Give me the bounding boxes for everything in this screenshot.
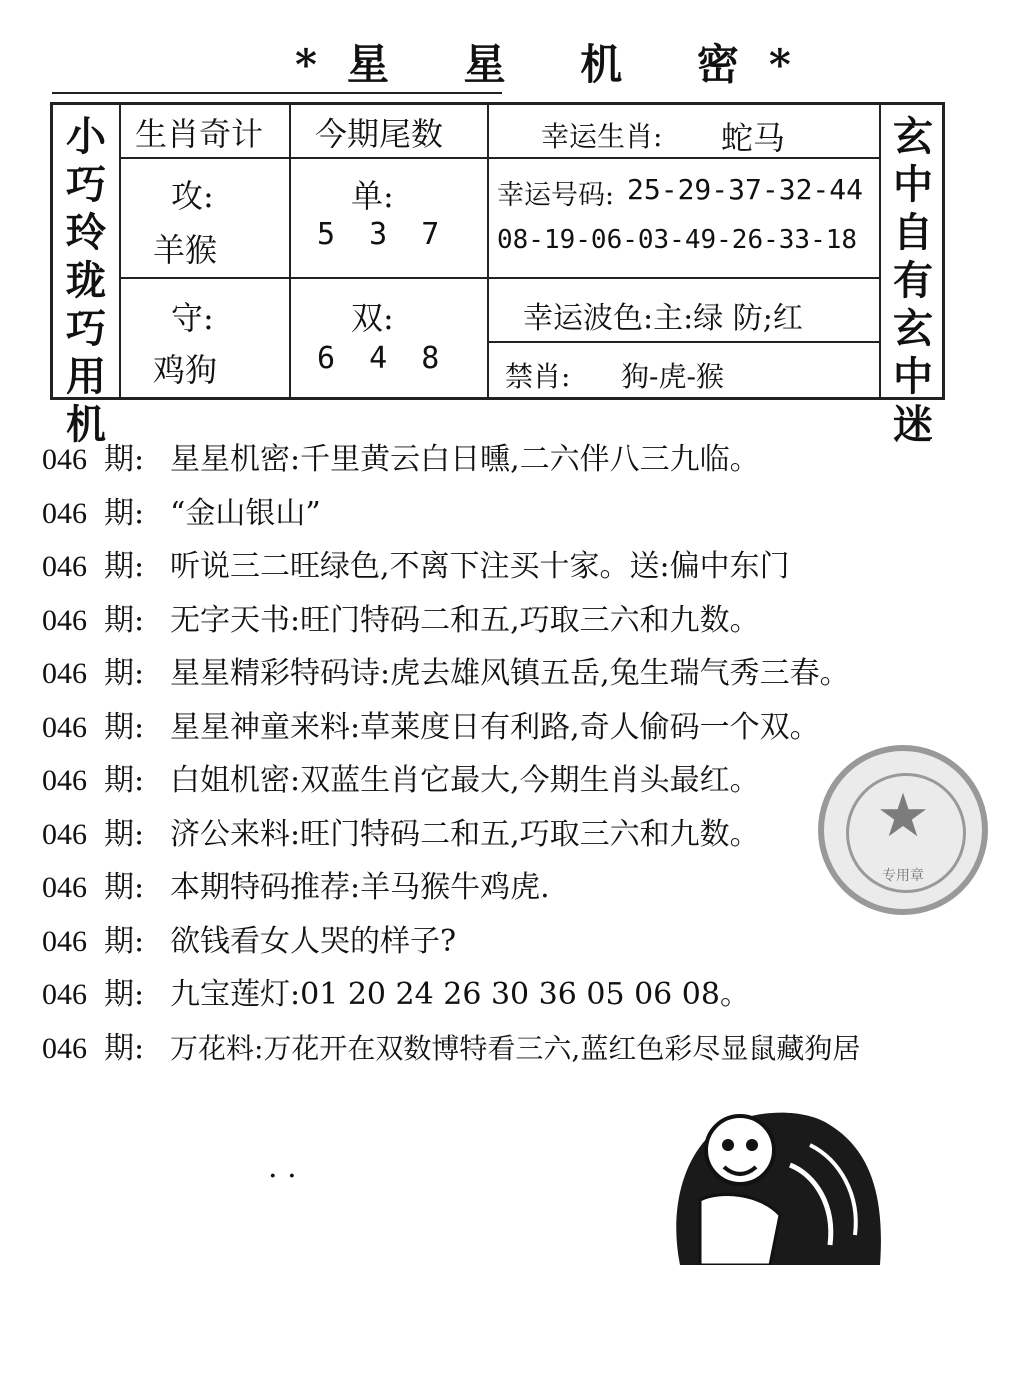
issue-number: 046: [42, 924, 87, 958]
issue-suffix: 期:: [104, 709, 145, 745]
line-text: 九宝莲灯:01 20 24 26 30 36 05 06 08。: [170, 977, 750, 1012]
line-text: “金山银山”: [170, 495, 321, 531]
defend-label: 守:: [171, 299, 214, 337]
issue-suffix: 期:: [104, 495, 145, 531]
page-title: *星 星 机 密*: [295, 40, 821, 89]
issue-suffix: 期:: [104, 870, 145, 905]
issue-suffix: 期:: [104, 923, 145, 959]
list-item: [42, 547, 1022, 601]
seal-text: 专用章: [882, 868, 924, 884]
divider: [119, 105, 121, 397]
list-item: [42, 654, 1022, 708]
divider: [489, 277, 879, 279]
issue-suffix: 期:: [104, 977, 145, 1012]
line-text: 本期特码推荐:羊马猴牛鸡虎.: [170, 870, 550, 905]
line-text: 星星机密:千里黄云白日曛,二六伴八三九临。: [170, 442, 760, 477]
monkey-illustration-icon: [640, 1105, 890, 1265]
issue-suffix: 期:: [104, 1030, 145, 1066]
issue-number: 046: [42, 978, 87, 1011]
issue-number: 046: [42, 496, 87, 530]
issue-suffix: 期:: [104, 549, 145, 584]
zodiac-plan-header: 生肖奇计: [135, 115, 264, 153]
line-text: 听说三二旺绿色,不离下注买十家。送:偏中东门: [170, 549, 790, 584]
attack-label: 攻:: [171, 177, 214, 215]
line-text: 星星神童来料:草莱度日有利路,奇人偷码一个双。: [170, 709, 820, 745]
tail-number-header: 今期尾数: [315, 115, 444, 153]
issue-suffix: 期:: [104, 442, 145, 477]
official-seal: [818, 745, 988, 915]
lucky-zodiac-value: 蛇马: [721, 119, 786, 157]
lucky-numbers-label: 幸运号码:: [497, 180, 615, 211]
double-label: 双:: [351, 299, 394, 337]
divider: [487, 105, 489, 397]
single-label: 单:: [351, 177, 394, 215]
right-side-text: 玄中自有玄中迷: [893, 113, 933, 448]
line-text: 万花料:万花开在双数博特看三六,蓝红色彩尽显鼠藏狗居: [170, 1031, 861, 1065]
list-item: [42, 1029, 1022, 1083]
title-underline: [52, 92, 502, 94]
defend-value: 鸡狗: [153, 351, 218, 389]
single-value: 5 3 7: [317, 217, 448, 252]
attack-value: 羊猴: [153, 231, 218, 269]
issue-suffix: 期:: [104, 816, 145, 852]
issue-number: 046: [42, 817, 87, 851]
issue-suffix: 期:: [104, 656, 145, 691]
issue-number: 046: [42, 1031, 87, 1065]
issue-suffix: 期:: [104, 763, 145, 798]
star-icon: ★: [876, 781, 930, 851]
line-text: 济公来料:旺门特码二和五,巧取三六和九数。: [170, 816, 760, 852]
banned-value: 狗-虎-猴: [621, 360, 724, 393]
lucky-color: 幸运波色:主:绿 防;红: [523, 301, 803, 336]
list-item: [42, 440, 1022, 494]
list-item: [42, 494, 1022, 548]
dots: . .: [268, 1150, 297, 1185]
issue-number: 046: [42, 710, 87, 744]
line-text: 星星精彩特码诗:虎去雄风镇五岳,兔生瑞气秀三春。: [170, 656, 850, 691]
divider: [119, 157, 489, 159]
issue-suffix: 期:: [104, 602, 145, 638]
line-text: 白姐机密:双蓝生肖它最大,今期生肖头最红。: [170, 763, 760, 798]
divider: [879, 105, 881, 397]
list-item: [42, 975, 1022, 1029]
issue-number: 046: [42, 550, 87, 583]
issue-number: 046: [42, 764, 87, 797]
divider: [119, 277, 489, 279]
double-value: 6 4 8: [317, 341, 448, 376]
divider: [489, 341, 879, 343]
line-text: 无字天书:旺门特码二和五,巧取三六和九数。: [170, 602, 760, 638]
issue-number: 046: [42, 871, 87, 904]
line-text: 欲钱看女人哭的样子?: [170, 923, 457, 959]
issue-number: 046: [42, 657, 87, 690]
divider: [289, 105, 291, 397]
lucky-numbers-row2: 08-19-06-03-49-26-33-18: [497, 225, 858, 255]
list-item: [42, 922, 1022, 976]
divider: [489, 157, 879, 159]
list-item: [42, 601, 1022, 655]
info-table: [50, 102, 945, 448]
issue-number: 046: [42, 603, 87, 637]
banned-label: 禁肖:: [505, 360, 571, 393]
issue-number: 046: [42, 443, 87, 476]
lucky-zodiac-label: 幸运生肖:: [541, 120, 663, 153]
left-side-text: 小巧玲珑巧用机: [66, 113, 106, 448]
lucky-numbers-row1: 25-29-37-32-44: [627, 173, 864, 206]
